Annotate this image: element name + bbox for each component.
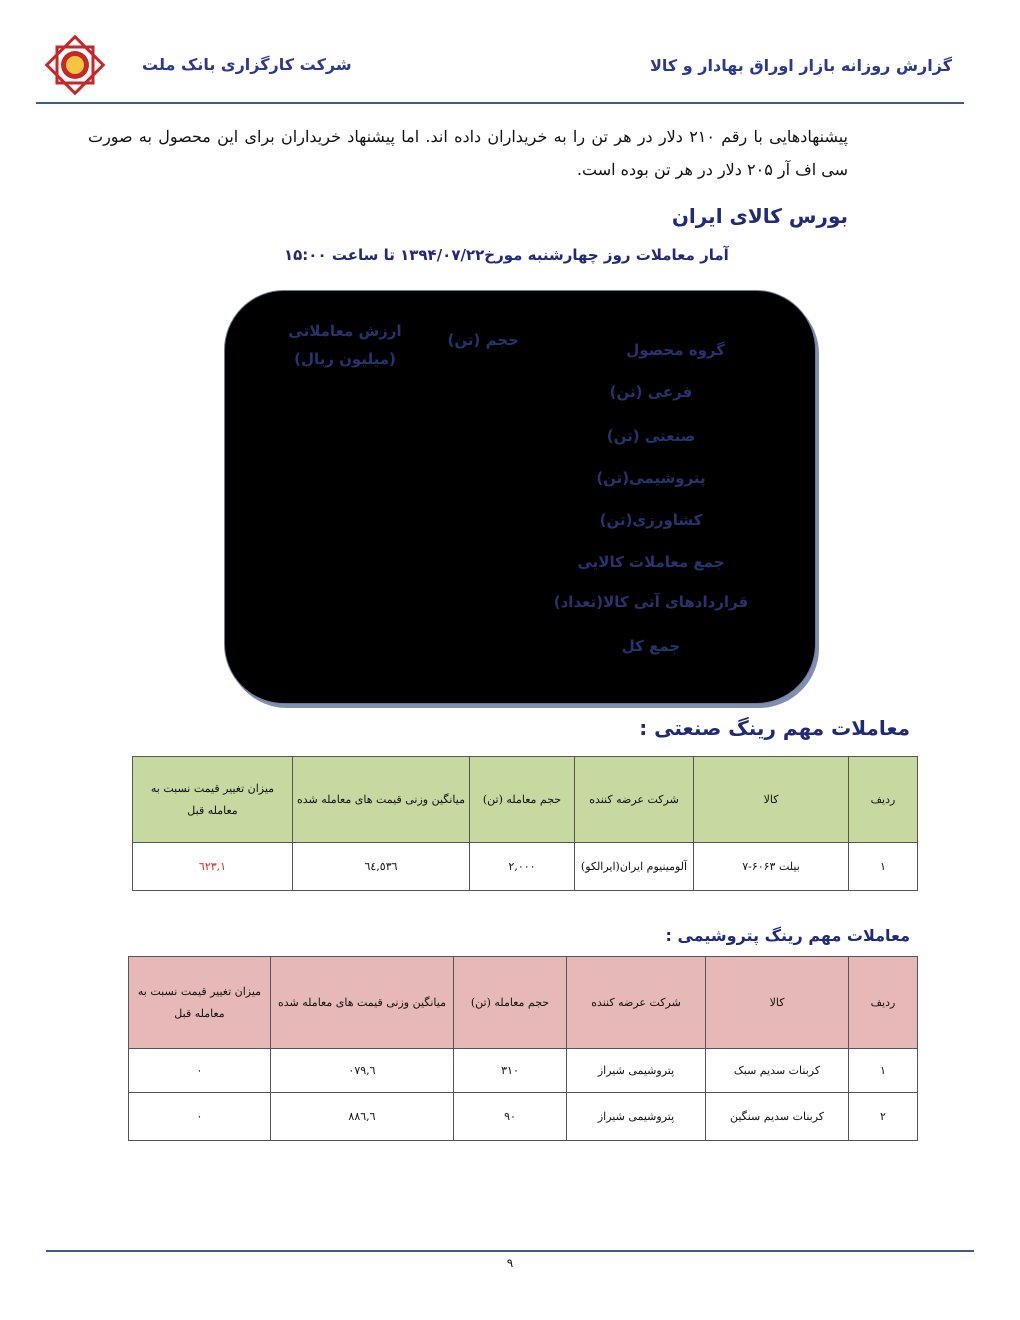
col-header: ردیف <box>849 957 918 1049</box>
col-header: شرکت عرضه کننده <box>575 757 694 843</box>
cell-volume: ۲,۰۰۰ <box>470 843 575 891</box>
table-row <box>129 1049 918 1093</box>
col-header: کالا <box>694 757 849 843</box>
summary-row-label: صنعتی (تن) <box>606 427 696 445</box>
col-header: کالا <box>706 957 849 1049</box>
stats-title: آمار معاملات روز چهارشنبه مورخ۱۳۹۴/۰۷/۲۲ تا ساعت ۱۵:۰۰ <box>284 246 729 264</box>
col-header: میانگین وزنی قیمت های معامله شده <box>293 757 470 843</box>
cell-index: ۲ <box>849 1093 918 1141</box>
footer-divider <box>46 1250 974 1252</box>
table-header-row <box>133 757 918 843</box>
summary-row-label: قراردادهای آتی کالا(تعداد) <box>553 593 749 611</box>
cell-avg-price: ٦,۸۸٦ <box>271 1093 454 1141</box>
cell-commodity: بیلت ۶۰۶۳-۷ <box>694 843 849 891</box>
report-title: گزارش روزانه بازار اوراق بهادار و کالا <box>649 56 952 75</box>
summary-header-value: ارزش معاملاتی (میلیون ریال) <box>288 322 402 368</box>
summary-row-label: جمع معاملات کالایی <box>577 553 725 571</box>
cell-supplier: پتروشیمی شیراز <box>567 1049 706 1093</box>
col-header: میزان تغییر قیمت نسبت به معامله قبل <box>129 957 271 1049</box>
summary-header-group: گروه محصول <box>626 341 725 359</box>
company-logo <box>42 32 108 98</box>
summary-row-label: جمع کل <box>621 637 681 655</box>
cell-price-change: ۰ <box>129 1049 271 1093</box>
broker-name: شرکت کارگزاری بانک ملت <box>142 55 352 74</box>
table-row <box>129 1093 918 1141</box>
cell-price-change: ۰ <box>129 1093 271 1141</box>
cell-supplier: پتروشیمی شیراز <box>567 1093 706 1141</box>
summary-row-label: فرعی (تن) <box>609 383 693 401</box>
header-divider <box>36 102 964 104</box>
summary-header-volume: حجم (تن) <box>447 331 519 349</box>
col-header: میزان تغییر قیمت نسبت به معامله قبل <box>133 757 293 843</box>
industrial-ring-table <box>132 756 918 891</box>
table-header-row <box>129 957 918 1049</box>
cell-commodity: کربنات سدیم سبک <box>706 1049 849 1093</box>
section-title: بورس کالای ایران <box>671 204 848 228</box>
cell-volume: ۹۰ <box>454 1093 567 1141</box>
summary-row-label: پتروشیمی(تن) <box>596 469 706 487</box>
cell-index: ۱ <box>849 1049 918 1093</box>
petro-ring-table <box>128 956 918 1141</box>
cell-commodity: کربنات سدیم سنگین <box>706 1093 849 1141</box>
cell-volume: ۳۱۰ <box>454 1049 567 1093</box>
table-row <box>133 843 918 891</box>
cell-supplier: آلومینیوم ایران(ایرالکو) <box>575 843 694 891</box>
intro-paragraph: پیشنهادهایی با رقم ۲۱۰ دلار در هر تن را به خریداران داده اند. اما پیشنهاد خریداران برای این محصول به صورت سی اف آر ۲۰۵ دلار در هر تن بوده است. <box>88 127 848 179</box>
cell-avg-price: ٦٤,٥٣٦ <box>293 843 470 891</box>
col-header: میانگین وزنی قیمت های معامله شده <box>271 957 454 1049</box>
summary-row-label: کشاورزی(تن) <box>599 511 703 529</box>
cell-avg-price: ٦,۰۷۹ <box>271 1049 454 1093</box>
page-number: ۹ <box>506 1256 514 1270</box>
cell-price-change: ۱,٦۲۳ <box>133 843 293 891</box>
cell-index: ۱ <box>849 843 918 891</box>
summary-table-box <box>224 290 816 704</box>
petro-ring-title: معاملات مهم رینگ پتروشیمی : <box>665 926 910 945</box>
col-header: ردیف <box>849 757 918 843</box>
col-header: حجم معامله (تن) <box>470 757 575 843</box>
col-header: حجم معامله (تن) <box>454 957 567 1049</box>
industrial-ring-title: معاملات مهم رینگ صنعتی : <box>639 716 910 740</box>
col-header: شرکت عرضه کننده <box>567 957 706 1049</box>
